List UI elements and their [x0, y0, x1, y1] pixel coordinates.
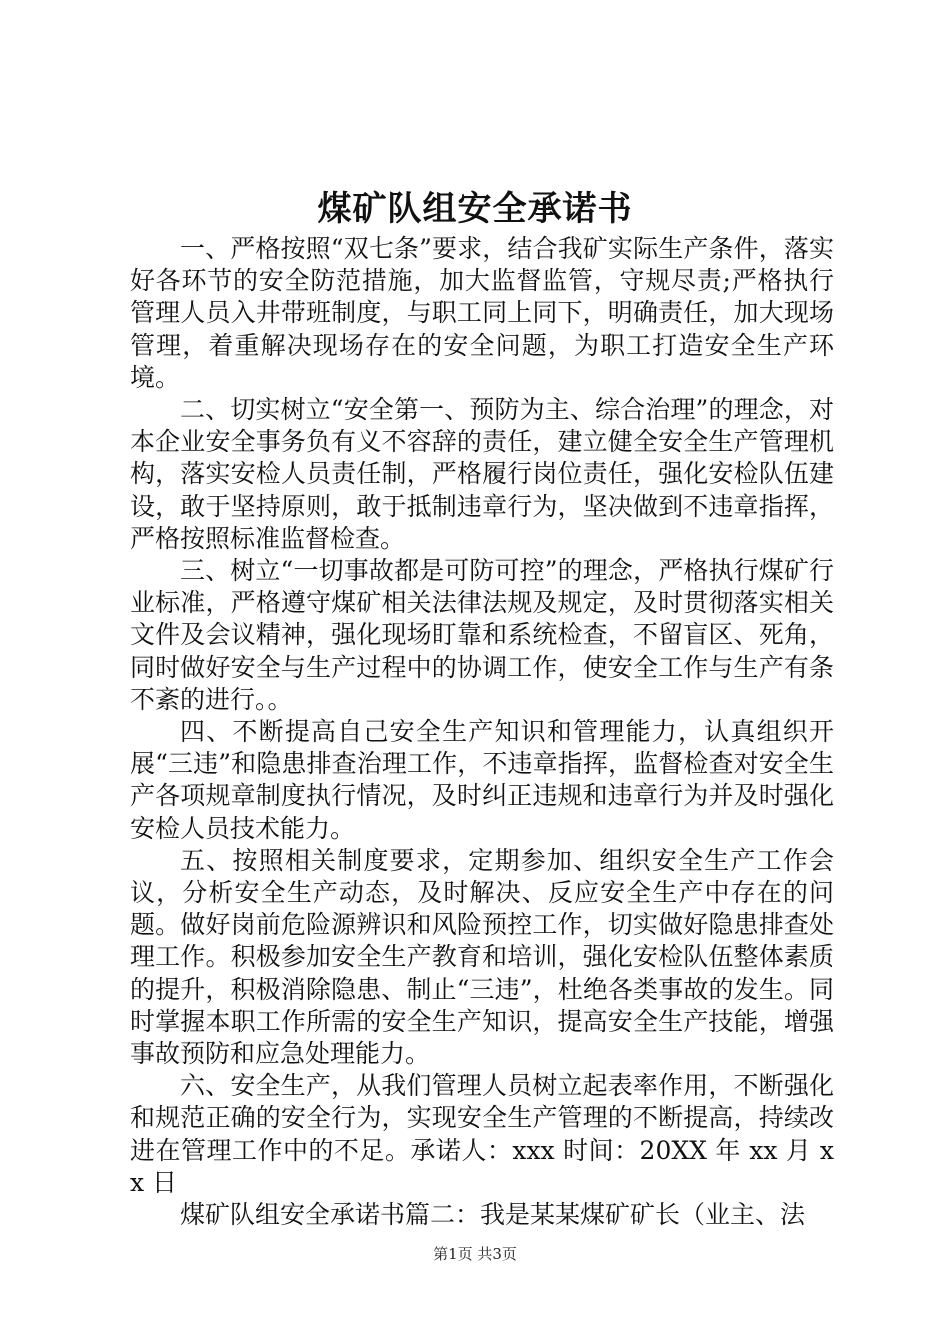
paragraph-2: 二、切实树立“安全第一、预防为主、综合治理”的理念，对本企业安全事务负有义不容辞的责任，建立健全安全生产管理机构，落实安检人员责任制，严格履行岗位责任，强化安检队伍建设，敢于坚持原则，敢于抵制违章行为，坚决做到不违章指挥，严格按照标准监督检查。 — [130, 395, 834, 553]
paragraph-7: 煤矿队组安全承诺书篇二：我是某某煤矿矿长（业主、法 — [180, 1200, 806, 1230]
page-number-footer: 第1页 共3页 — [433, 1245, 517, 1263]
paragraph-5: 五、按照相关制度要求，定期参加、组织安全生产工作会议，分析安全生产动态，及时解决、反应安全生产中存在的问题。做好岗前危险源辨识和风险预控工作，切实做好隐患排查处理工作。积极参加安全生产教育和培训，强化安检队伍整体素质的提升，积极消除隐患、制止“三违”，杜绝各类事故的发生。同时掌握本职工作所需的安全生产知识，提高安全生产技能，增强事故预防和应急处理能力。 — [130, 845, 834, 1069]
document-body — [130, 233, 834, 1231]
paragraph-4: 四、不断提高自己安全生产知识和管理能力，认真组织开展“三违”和隐患排查治理工作，不违章指挥，监督检查对安全生产各项规章制度执行情况，及时纠正违规和违章行为并及时强化安检人员技术能力。 — [130, 717, 834, 843]
paragraph-6: 六、安全生产，从我们管理人员树立起表率作用，不断强化和规范正确的安全行为，实现安全生产管理的不断提高，持续改进在管理工作中的不足。承诺人：xxx 时间：20XX 年 xx 月 xx 日 — [130, 1071, 834, 1197]
paragraph-3: 三、树立“一切事故都是可防可控”的理念，严格执行煤矿行业标准，严格遵守煤矿相关法律法规及规定，及时贯彻落实相关文件及会议精神，强化现场盯靠和系统检查，不留盲区、死角，同时做好安全与生产过程中的协调工作，使安全工作与生产有条不紊的进行。。 — [130, 556, 834, 714]
paragraph-1: 一、严格按照“双七条”要求，结合我矿实际生产条件，落实好各环节的安全防范措施，加大监督监管，守规尽责;严格执行管理人员入井带班制度，与职工同上同下，明确责任，加大现场管理，着重解决现场存在的安全问题，为职工打造安全生产环境。 — [130, 234, 834, 392]
document-title: 煤矿队组安全承诺书 — [317, 189, 633, 229]
